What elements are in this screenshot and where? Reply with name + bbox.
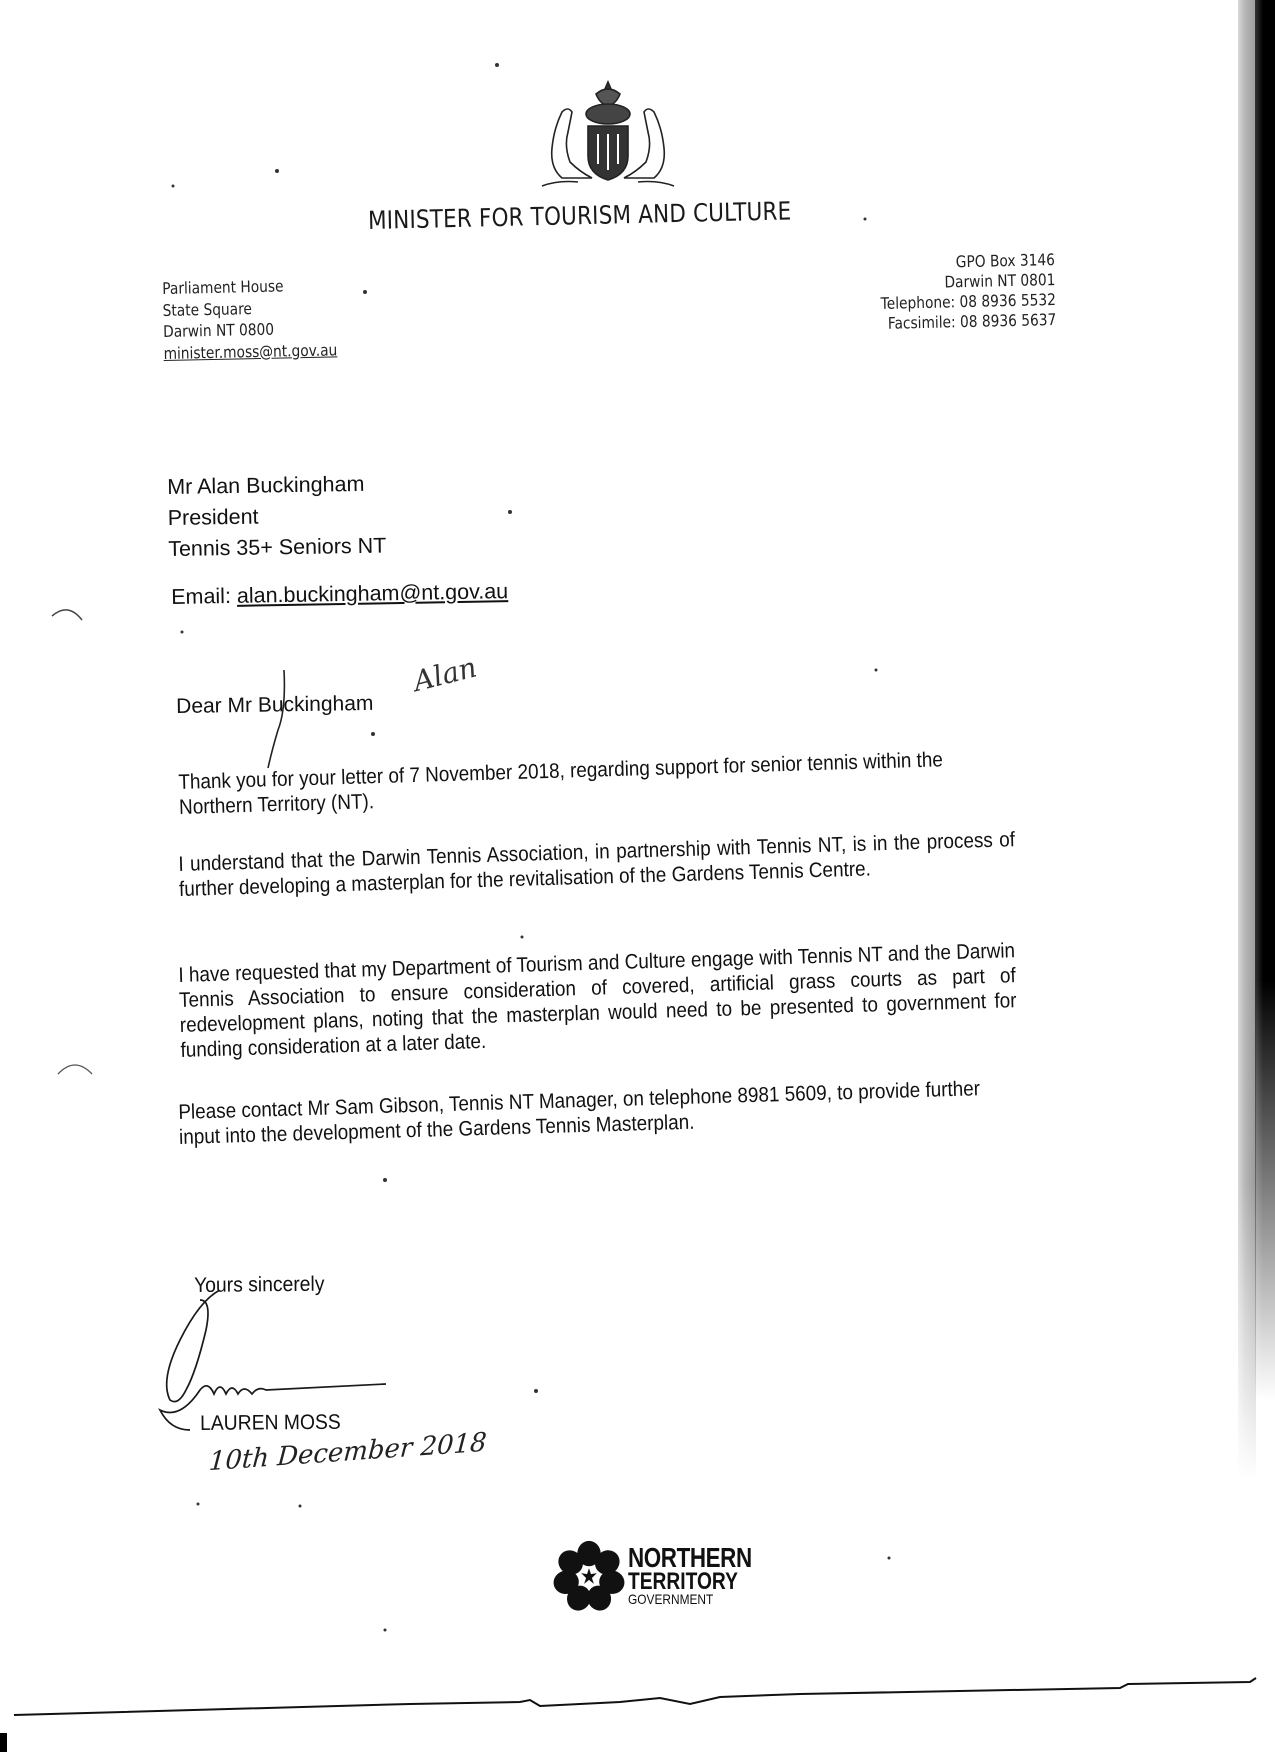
recipient-email-row	[171, 579, 508, 610]
logo-text-government: GOVERNMENT	[628, 1591, 714, 1607]
facsimile: Facsimile: 08 8936 5637	[887, 309, 1057, 333]
office-title: MINISTER FOR TOURISM AND CULTURE	[367, 196, 792, 235]
punch-hole-mark	[58, 1065, 92, 1074]
logo-text-territory: TERRITORY	[628, 1568, 738, 1595]
body-paragraph: Please contact Mr Sam Gibson, Tennis NT Manager, on telephone 8981 5609, to provide further input into the development of the Gardens Tennis Masterplan.	[178, 1077, 981, 1149]
punch-hole-mark	[52, 610, 82, 620]
sender-address-line: Darwin NT 0800	[162, 319, 275, 341]
signatory-name: LAUREN MOSS	[200, 1410, 341, 1435]
recipient-name: Mr Alan Buckingham	[167, 471, 365, 499]
recipient-organisation: Tennis 35+ Seniors NT	[168, 533, 387, 561]
closing: Yours sincerely	[194, 1272, 325, 1297]
sender-address-line: State Square	[162, 298, 253, 320]
scan-corner-mark	[0, 1733, 7, 1752]
page-bottom-edge-line	[0, 1660, 1275, 1720]
recipient-title: President	[167, 504, 259, 530]
sender-email-link[interactable]: minister.moss@nt.gov.au	[163, 339, 338, 363]
body-paragraph: Thank you for your letter of 7 November 2018, regarding support for senior tennis within the Northern Territory (NT).	[178, 748, 944, 819]
recipient-email-link[interactable]: alan.buckingham@nt.gov.au	[236, 579, 509, 608]
handwritten-annotation: Alan	[410, 650, 480, 699]
postal-box: GPO Box 3146	[955, 250, 1056, 272]
scan-edge-border	[1255, 0, 1275, 1400]
recipient-email-label: Email:	[171, 583, 232, 609]
salutation: Dear Mr Buckingham	[176, 691, 374, 718]
handwritten-strike-mark	[262, 668, 292, 770]
scan-edge-shadow	[1238, 0, 1256, 1480]
recipient-block	[167, 469, 387, 565]
postal-city: Darwin NT 0801	[944, 269, 1056, 292]
nt-coat-of-arms-icon	[538, 76, 678, 194]
sender-postal-contact	[880, 250, 1057, 334]
handwritten-date: 10th December 2018	[207, 1427, 488, 1478]
body-paragraph: I have requested that my Department of Tourism and Culture engage with Tennis NT and the Darwin Tennis Association to ensure consideration of covered, artificial grass courts as part of redevelopment plans, noting that the masterplan would need to be presented to government for funding consideration at a later date.	[178, 939, 1017, 1062]
nt-desert-rose-icon	[550, 1538, 628, 1616]
sender-address	[162, 274, 337, 364]
body-paragraph: I understand that the Darwin Tennis Association, in partnership with Tennis NT, is in the process of further developing a masterplan for the revitalisation of the Gardens Tennis Centre.	[178, 828, 1016, 901]
sender-address-line: Parliament House	[162, 276, 284, 298]
telephone: Telephone: 08 8936 5532	[880, 289, 1057, 313]
punch-hole-marks	[0, 580, 120, 1120]
logo-text-northern: NORTHERN	[628, 1542, 752, 1573]
nt-government-logo	[550, 1538, 790, 1620]
